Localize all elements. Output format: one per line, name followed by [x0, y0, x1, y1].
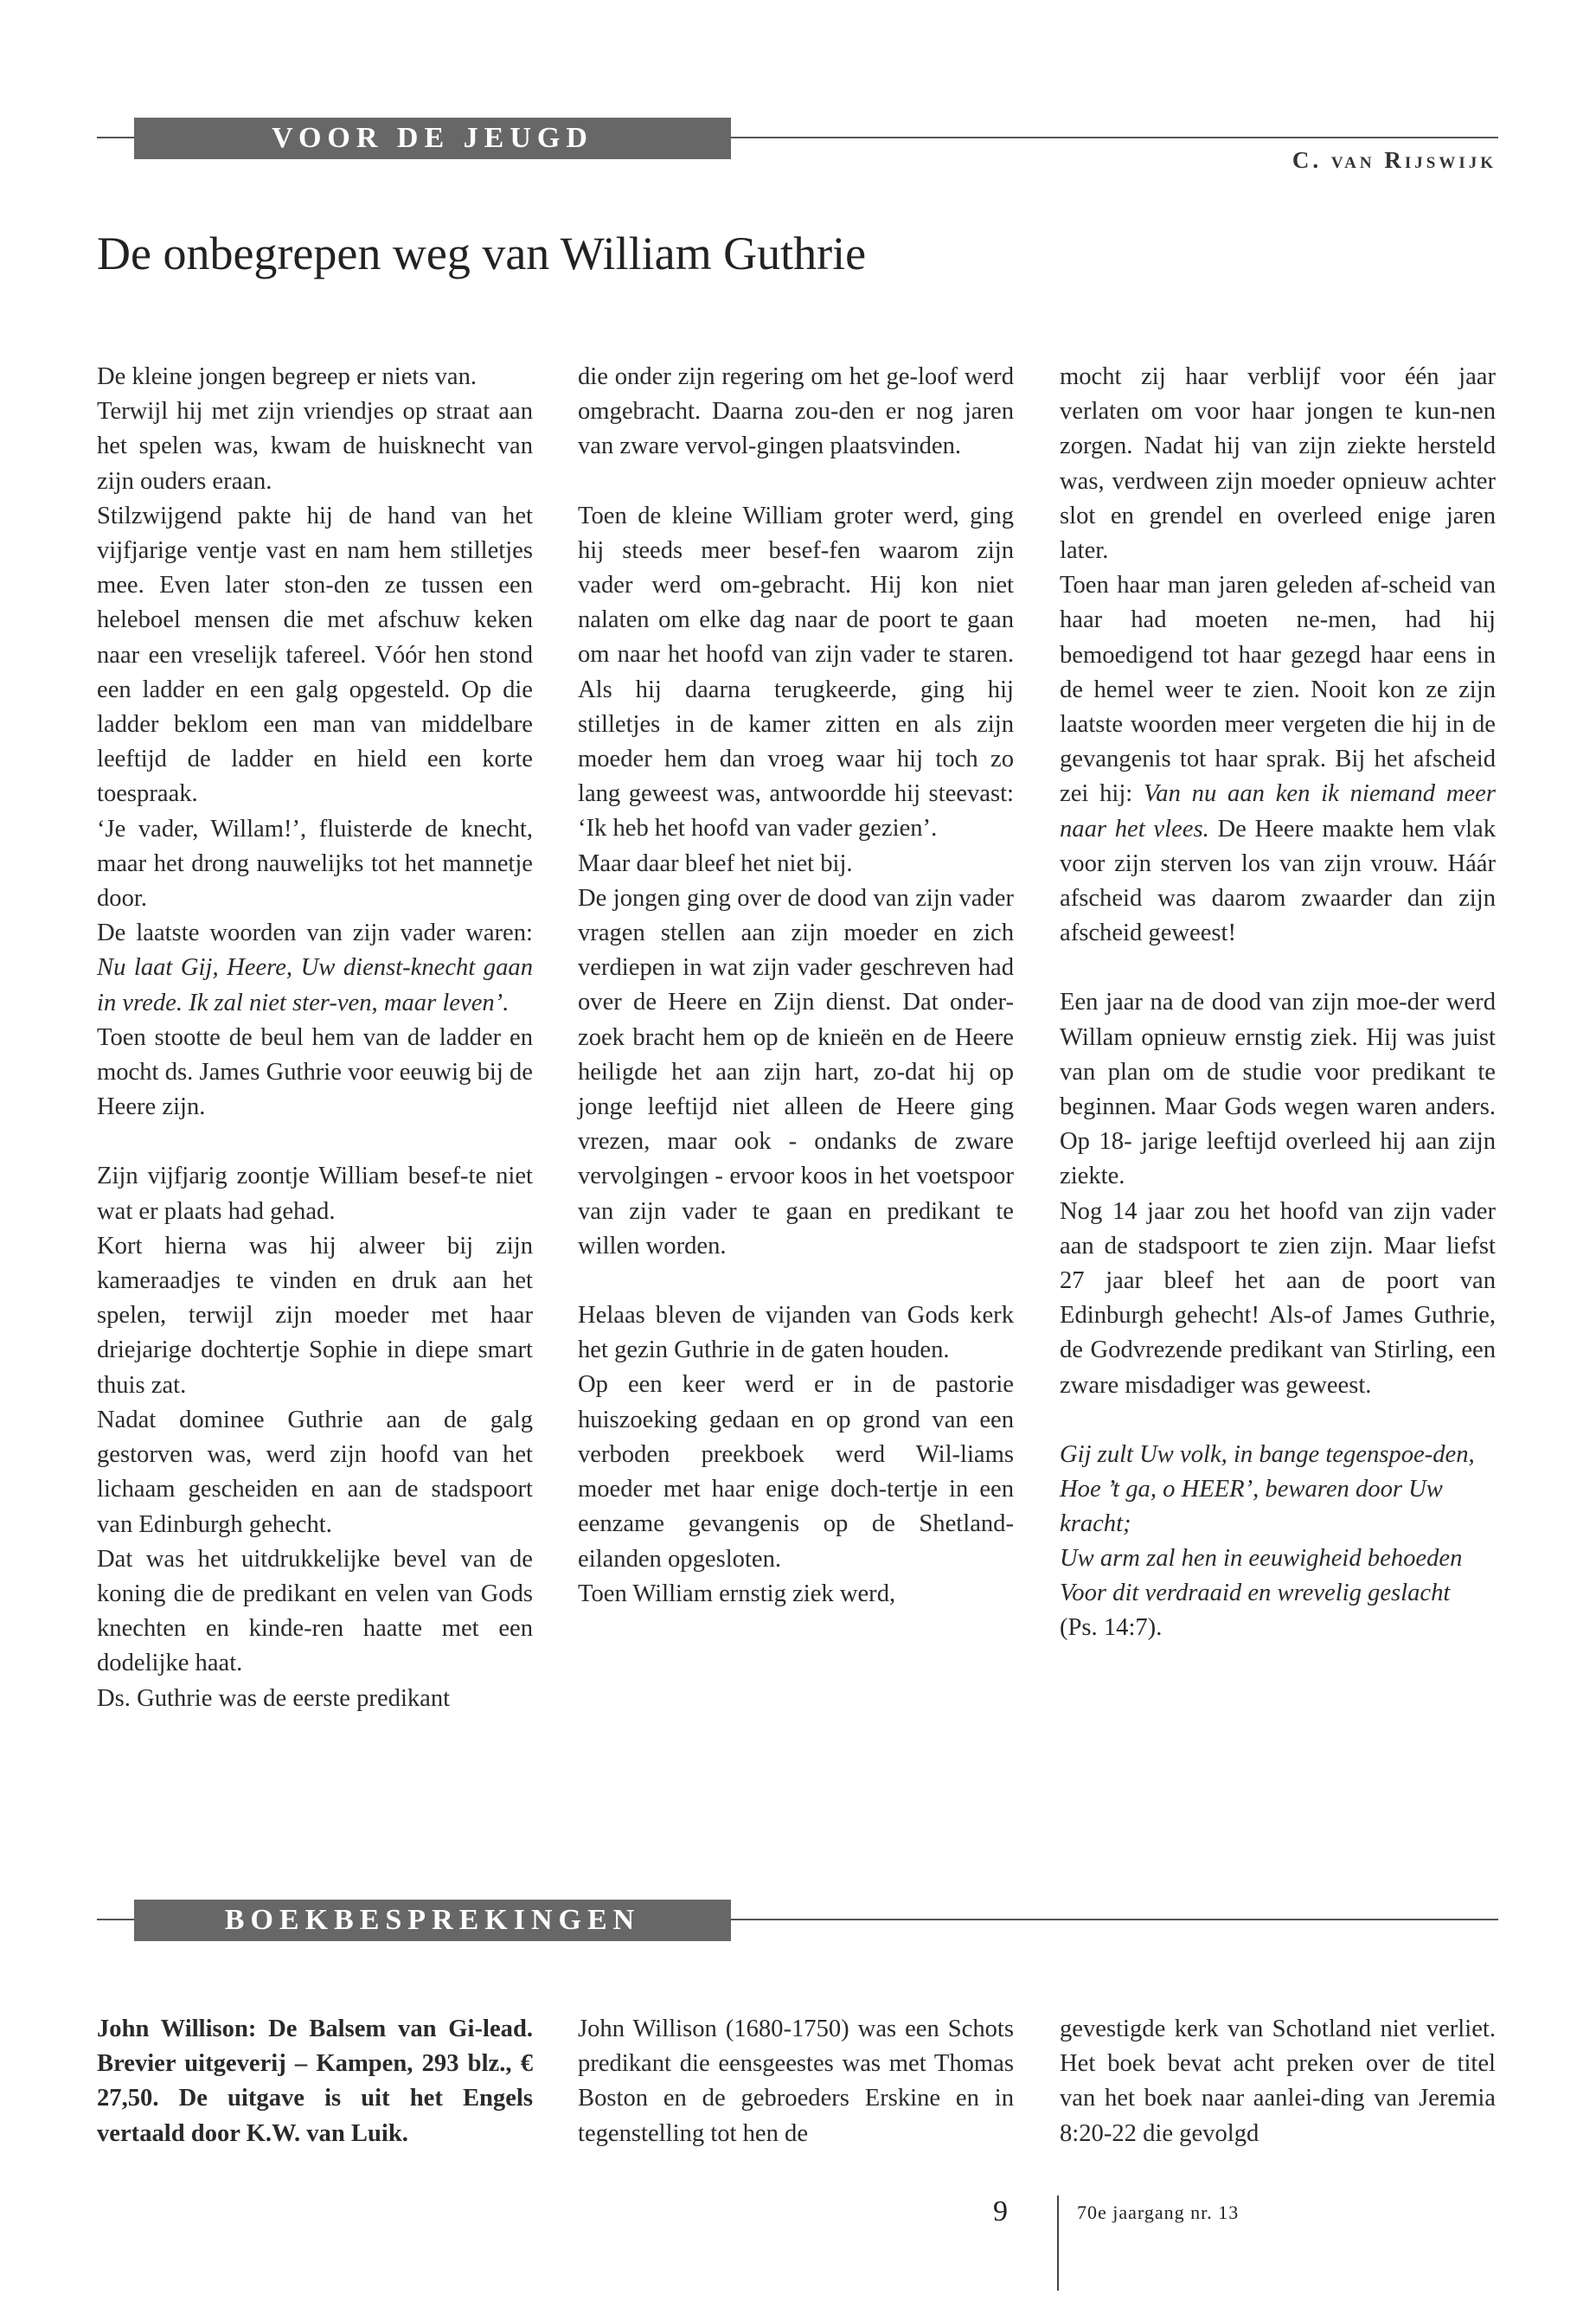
text-run: De Heere maakte hem vlak voor zijn sterven los van zijn vrouw. Háár afscheid was daarom zwaarder dan zijn afscheid geweest! — [1060, 815, 1496, 947]
psalm-reference: (Ps. 14:7). — [1060, 1613, 1163, 1641]
paragraph: John Willison (1680-1750) was een Schots predikant die eensgeestes was met Thomas Boston en de gebroeders Erskine en in tegenstelling tot hen de — [578, 2016, 1014, 2147]
paragraph — [1060, 568, 1496, 951]
paragraph: Toen de kleine William groter werd, ging hij steeds meer besef-fen waarom zijn vader werd om-gebracht. Hij kon niet nalaten om elke dag naar de poort te gaan om naar het hoofd van zijn vader te staren. Als hij daarna terugkeerde, ging hij stilletjes in de kamer zitten en als zijn moeder hem dan vroeg waar hij toch zo lang geweest was, antwoordde hij steevast: ‘Ik heb het hoofd van vader gezien’. — [578, 502, 1014, 843]
paragraph: Toen William ernstig ziek werd, — [578, 1580, 896, 1607]
poem-line: Gij zult Uw volk, in bange tegenspoe-den, — [1060, 1440, 1475, 1468]
psalm-quote — [1060, 1438, 1496, 1645]
paragraph: die onder zijn regering om het ge-loof werd omgebracht. Daarna zou-den er nog jaren van zware vervol-gingen plaatsvinden. — [578, 363, 1014, 460]
paragraph: Nog 14 jaar zou het hoofd van zijn vader aan de stadspoort te zien zijn. Maar liefst 27 jaar bleef het aan de poort van Edinburgh gehecht! Als-of James Guthrie, de Godvrezende predikant van Stirling, een zware misdadiger was geweest. — [1060, 1197, 1496, 1399]
page-number: 9 — [993, 2195, 1008, 2227]
section-tab-voor-de-jeugd: VOOR DE JEUGD — [134, 118, 731, 159]
text-run: De laatste woorden van zijn vader waren: — [97, 920, 533, 947]
paragraph: Zijn vijfjarig zoontje William besef-te niet wat er plaats had gehad. — [97, 1163, 533, 1225]
paragraph: gevestigde kerk van Schotland niet verliet. Het boek bevat acht preken over de titel van het boek naar aanlei-ding van Jeremia 8:20-22 die gevolgd — [1060, 2016, 1496, 2147]
review-column-1 — [97, 2012, 533, 2151]
paragraph: Een jaar na de dood van zijn moe-der werd Willam opnieuw ernstig ziek. Hij was juist van plan om de studie voor predikant te beginnen. Maar Gods wegen waren anders. Op 18- jarige leeftijd overleed hij aan zijn ziekte. — [1060, 989, 1496, 1190]
paragraph: Nadat dominee Guthrie aan de galg gestorven was, werd zijn hoofd van het lichaam gescheiden en aan de stadspoort van Edinburgh gehecht. — [97, 1406, 533, 1538]
article-column-3 — [1060, 360, 1496, 1645]
author-name: C. van Rijswijk — [1292, 147, 1497, 173]
review-column-2 — [578, 2012, 1014, 2151]
poem-line: Hoe ’t ga, o HEER’, bewaren door Uw kracht; — [1060, 1475, 1443, 1537]
paragraph: mocht zij haar verblijf voor één jaar verlaten om voor haar jongen te kun-nen zorgen. Nadat hij van zijn ziekte hersteld was, verdween zijn moeder opnieuw achter slot en grendel en overleed enige jaren later. — [1060, 363, 1496, 565]
paragraph: Op een keer werd er in de pastorie huiszoeking gedaan en op grond van een verboden preekboek werd Wil-liams moeder met haar enige doch-tertje in een eenzame gevangenis op de Shetland-eilanden opgesloten. — [578, 1371, 1014, 1573]
paragraph: Helaas bleven de vijanden van Gods kerk het gezin Guthrie in de gaten houden. — [578, 1302, 1014, 1364]
paragraph: Toen stootte de beul hem van de ladder en mocht ds. James Guthrie voor eeuwig bij de Heere zijn. — [97, 1023, 533, 1121]
article-title: De onbegrepen weg van William Guthrie — [97, 228, 867, 279]
footer-divider — [1057, 2195, 1059, 2291]
book-details — [97, 2012, 533, 2151]
issue-info: 70e jaargang nr. 13 — [1077, 2202, 1240, 2223]
book-details-text: John Willison: De Balsem van Gi-lead. Brevier uitgeverij – Kampen, 293 blz., € 27,50. De uitgave is uit het Engels vertaald door K.W. van Luik. — [97, 2016, 533, 2147]
text-run: Toen haar man jaren geleden af-scheid van haar had moeten ne-men, had hij bemoedigend tot haar gezegd haar eens in de hemel weer te zien. Nooit kon ze zijn laatste woorden meer vergeten die hij in de gevangenis tot haar sprak. Bij het afscheid zei hij: — [1060, 572, 1496, 808]
article-column-2 — [578, 360, 1014, 1612]
paragraph: Kort hierna was hij alweer bij zijn kameraadjes te vinden en druk aan het spelen, terwijl zijn moeder met haar driejarige dochtertje Sophie in diepe smart thuis zat. — [97, 1232, 533, 1399]
poem-line: Uw arm zal hen in eeuwigheid behoeden — [1060, 1544, 1463, 1572]
paragraph: Ds. Guthrie was de eerste predikant — [97, 1684, 451, 1712]
paragraph: ‘Je vader, Willam!’, fluisterde de knecht, maar het drong nauwelijks tot het mannetje door. — [97, 815, 533, 913]
paragraph: De jongen ging over de dood van zijn vader vragen stellen aan zijn moeder en zich verdiepen in wat zijn vader geschreven had over de Heere en Zijn dienst. Dat onder-zoek bracht hem op de knieën en de Heere heiligde het aan zijn hart, zo-dat hij op jonge leeftijd niet alleen de Heere ging vrezen, maar ook - ondanks de zware vervolgingen - ervoor koos in het voetspoor van zijn vader te gaan en predikant te willen worden. — [578, 884, 1014, 1259]
paragraph: Stilzwijgend pakte hij de hand van het vijfjarige ventje vast en nam hem stilletjes mee. Even later ston-den ze tussen een heleboel mensen die met afschuw keken naar een vreselijk tafereel. Vóór hen stond een ladder en een galg opgesteld. Op die ladder beklom een man van middelbare leeftijd de ladder en hield een korte toespraak. — [97, 502, 533, 808]
last-words-quote: Nu laat Gij, Heere, Uw dienst-knecht gaan in vrede. Ik zal niet ster-ven, maar leven’. — [97, 954, 533, 1016]
poem-line: Voor dit verdraaid en wrevelig geslacht — [1060, 1579, 1451, 1606]
farewell-quote: Van nu aan ken ik niemand meer naar het vlees. — [1060, 780, 1496, 843]
review-column-3 — [1060, 2012, 1496, 2151]
article-column-1 — [97, 360, 533, 1716]
paragraph: Dat was het uitdrukkelijke bevel van de koning die de predikant en velen van Gods knechten en kinde-ren haatte met een dodelijke haat. — [97, 1545, 533, 1677]
paragraph: De kleine jongen begreep er niets van. — [97, 363, 478, 390]
paragraph: Maar daar bleef het niet bij. — [578, 849, 853, 877]
paragraph: Terwijl hij met zijn vriendjes op straat aan het spelen was, kwam de huisknecht van zijn ouders eraan. — [97, 398, 533, 495]
section-tab-boekbesprekingen: BOEKBESPREKINGEN — [134, 1900, 731, 1941]
paragraph — [97, 916, 533, 1021]
